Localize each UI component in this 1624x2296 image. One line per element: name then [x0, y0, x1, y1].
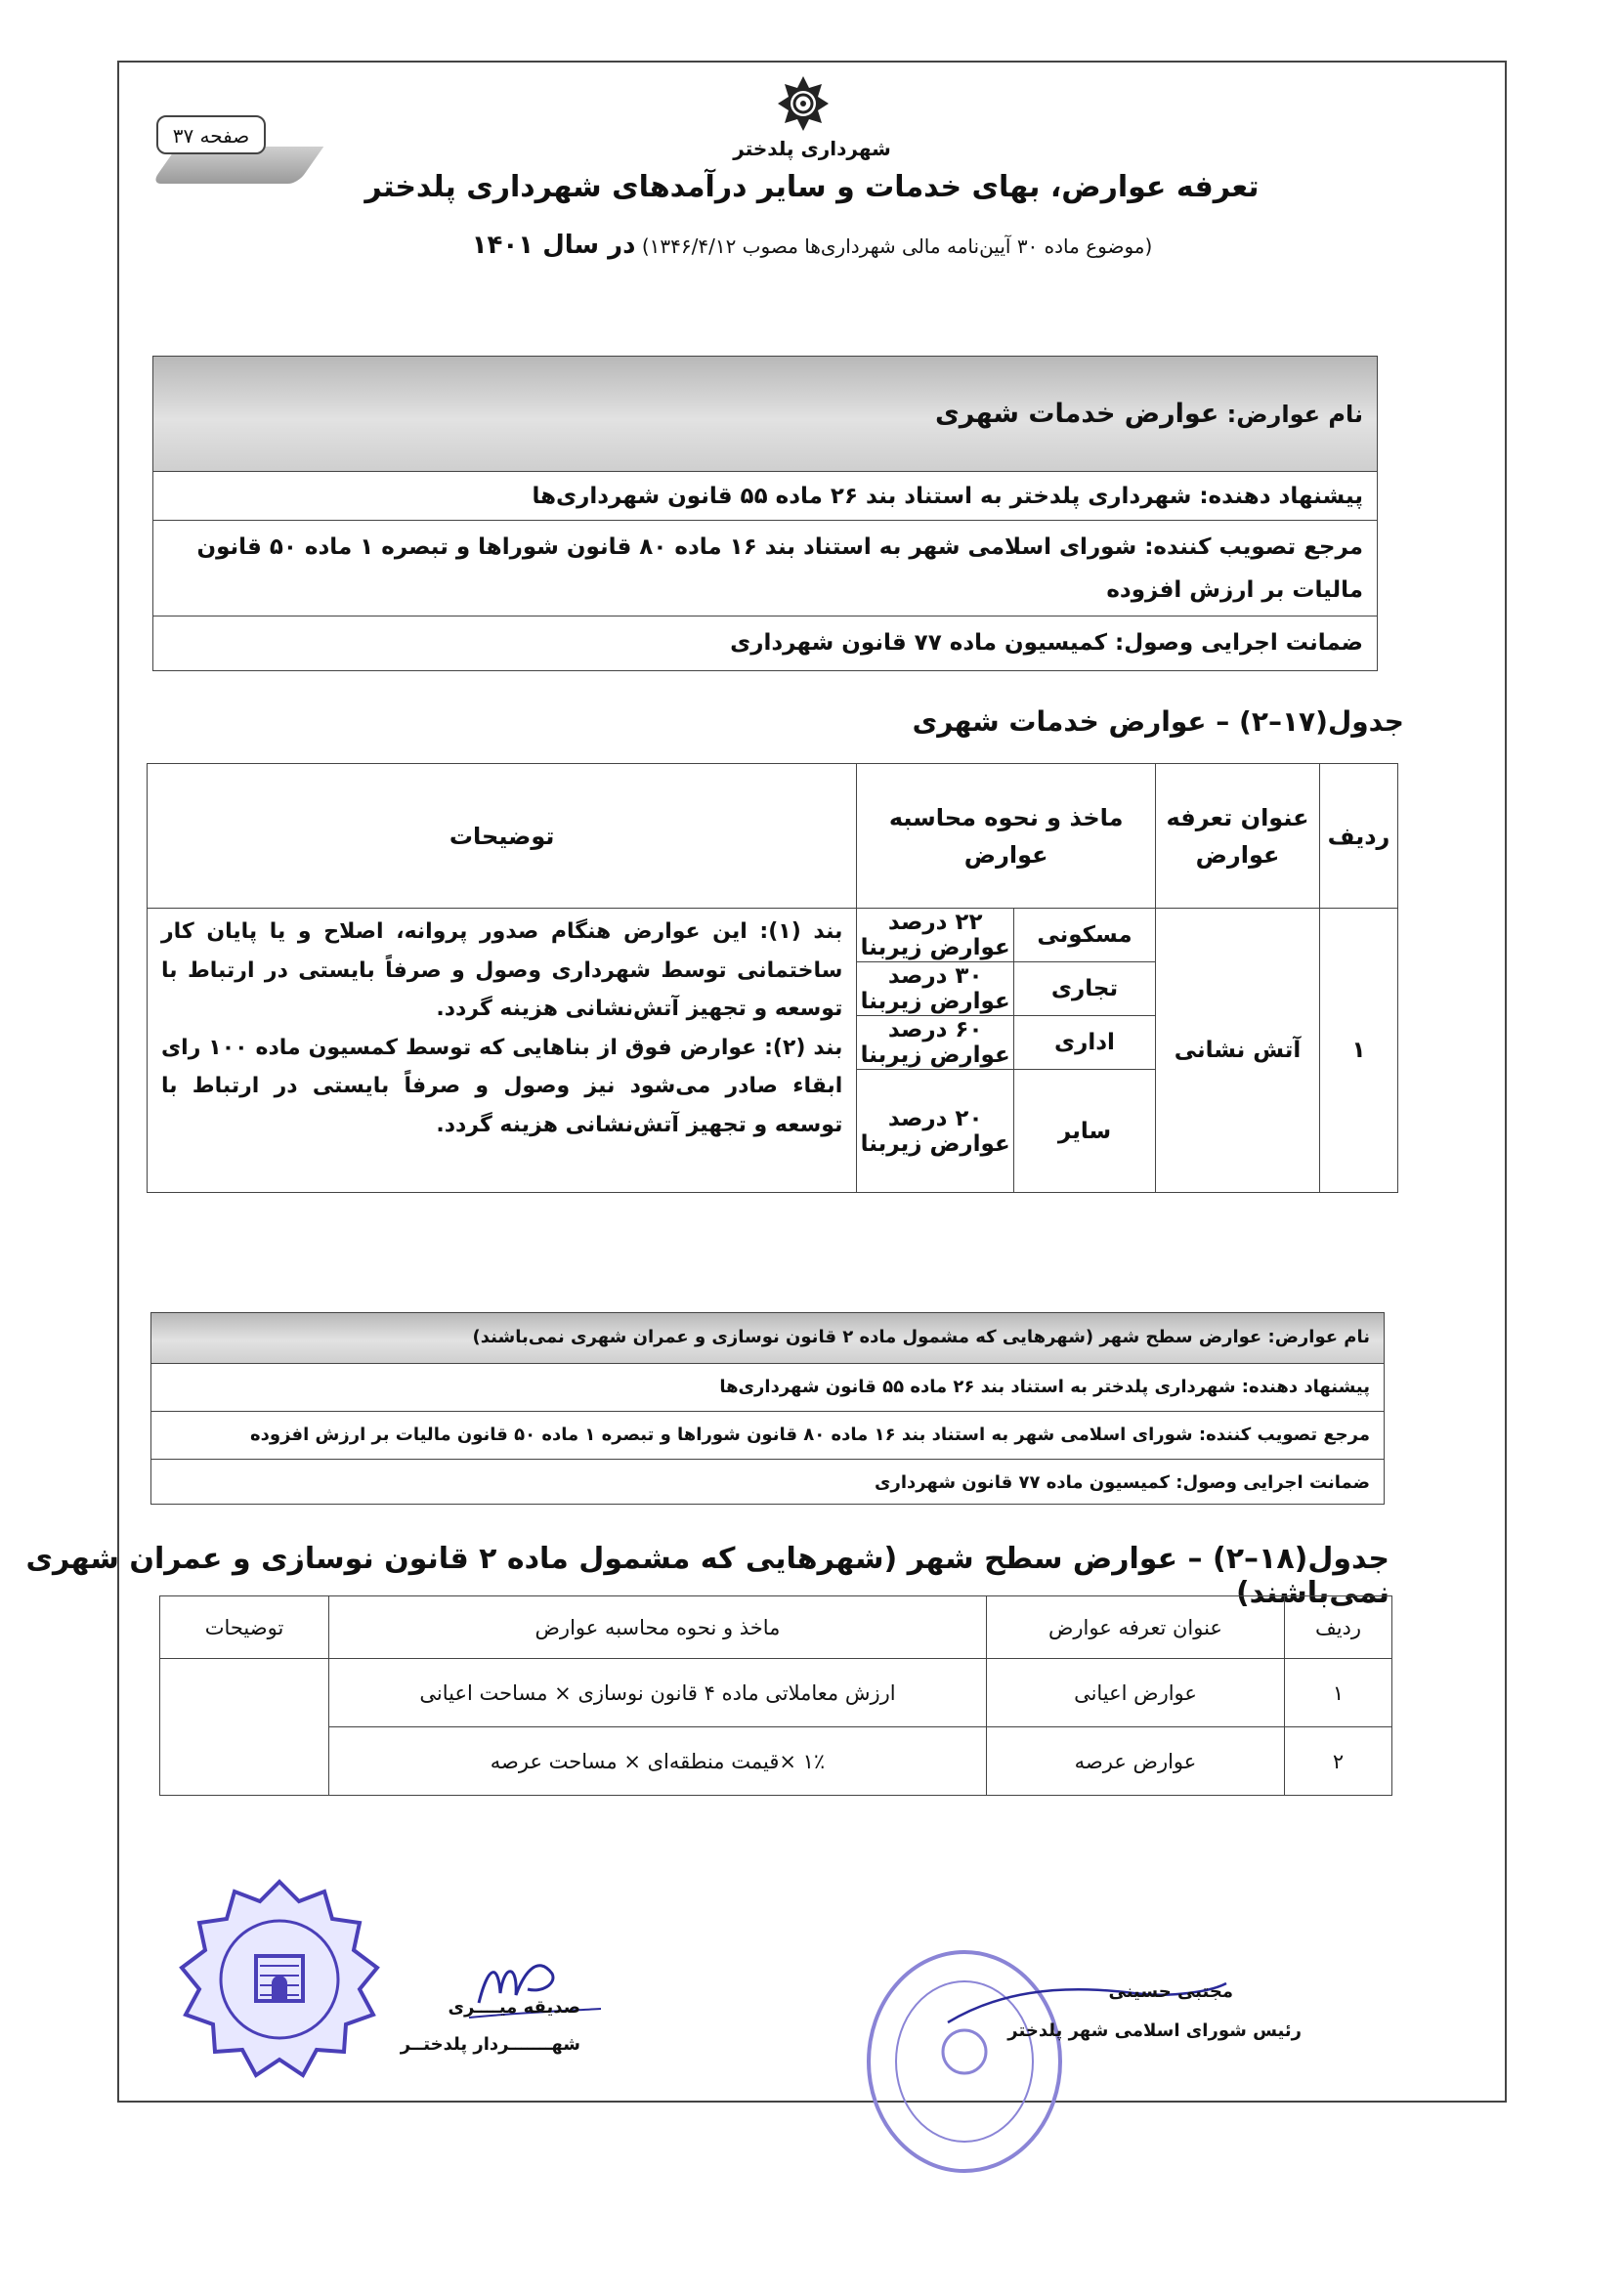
fee-name-row: نام عوارض: عوارض سطح شهر (شهرهایی که مشمول ماده ۲ قانون نوسازی و عمران شهری نمی‌باشند) [151, 1313, 1384, 1364]
mayor-seal-icon [178, 1878, 381, 2085]
approver-row: مرجع تصویب کننده: شورای اسلامی شهر به استناد بند ۱۶ ماده ۸۰ قانون شوراها و تبصره ۱ ماده ۵۰ قانون مالیات بر ارزش افزوده [153, 521, 1377, 617]
header-calculation-basis: ماخذ و نحوه محاسبه عوارض [857, 764, 1156, 909]
row-number: ۲ [1285, 1727, 1392, 1796]
row-notes [160, 1659, 329, 1796]
table-header-row [148, 764, 1398, 909]
mayor-signature-icon [459, 1944, 606, 2032]
note-clause-2: بند (۲): عوارض فوق از بناهایی که توسط کمسیون ماده ۱۰۰ رای ابقاء صادر می‌شود نیز وصول و صرفاً بایستی در ارتباط با توسعه و تجهیز آتش‌نشانی هزینه گردد. [161, 1035, 843, 1137]
council-chair-title: رئیس شورای اسلامی شهر پلدختر [1007, 2020, 1302, 2041]
header-fee-title: عنوان تعرفه عوارض [987, 1596, 1285, 1659]
fee-info-box-city-surface [150, 1312, 1385, 1505]
guarantee-row: ضمانت اجرایی وصول: کمیسیون ماده ۷۷ قانون شهرداری [730, 630, 1363, 656]
fee-name-row [153, 357, 1377, 472]
page-title: تعرفه عوارض، بهای خدمات و سایر درآمدهای شهرداری پلدختر [364, 170, 1260, 204]
header-notes: توضیحات [160, 1596, 329, 1659]
row-title: آتش نشانی [1156, 909, 1320, 1193]
header-calculation-basis: ماخذ و نحوه محاسبه عوارض [329, 1596, 987, 1659]
usage-rate: ۳۰ درصد عوارض زیربنا [857, 962, 1014, 1016]
proposer-row: پیشنهاد دهنده: شهرداری پلدختر به استناد بند ۲۶ ماده ۵۵ قانون شهرداری‌ها [153, 472, 1377, 521]
fee-table-17-2 [147, 763, 1398, 1193]
subtitle-reference: (موضوع ماده ۳۰ آیین‌نامه مالی شهرداری‌ها مصوب ۱۳۴۶/۴/۱۲) [641, 234, 1153, 258]
fee-name-value: عوارض خدمات شهری [935, 399, 1219, 429]
municipality-logo-icon [777, 74, 830, 133]
table-caption-18-2: جدول(۱۸–۲) – عوارض سطح شهر (شهرهایی که مشمول ماده ۲ قانون نوسازی و عمران شهری نمی‌باشند) [25, 1542, 1389, 1610]
usage-type: سایر [1014, 1070, 1156, 1193]
usage-type: مسکونی [1014, 909, 1156, 962]
council-chair-name: مجتبی حسینی [1108, 1981, 1233, 2002]
row-basis: ۱٪ ×قیمت منطقه‌ای × مساحت عرصه [329, 1727, 987, 1796]
subtitle-year: در سال ۱۴۰۱ [471, 231, 636, 260]
proposer-row: پیشنهاد دهنده: شهرداری پلدختر به استناد بند ۲۶ ماده ۵۵ قانون شهرداری‌ها [151, 1364, 1384, 1412]
municipality-name: شهرداری پلدختر [733, 137, 891, 160]
row-basis: ارزش معاملاتی ماده ۴ قانون نوسازی × مساحت اعیانی [329, 1659, 987, 1727]
table-header-row [160, 1596, 1392, 1659]
mayor-name: صدیقه میــــری [448, 1997, 580, 2018]
header-notes: توضیحات [148, 764, 857, 909]
header-row-number: ردیف [1285, 1596, 1392, 1659]
mayor-title: شهـــــــردار پلدختــر [400, 2034, 580, 2055]
table-row [160, 1727, 1392, 1796]
guarantee-row: ضمانت اجرایی وصول: کمیسیون ماده ۷۷ قانون شهرداری [874, 1472, 1370, 1493]
row-title: عوارض اعیانی [987, 1659, 1285, 1727]
header-row-number: ردیف [1320, 764, 1398, 909]
row-title: عوارض عرصه [987, 1727, 1285, 1796]
page-number: صفحه ۳۷ [156, 115, 266, 154]
fee-info-box-urban-services [152, 356, 1378, 671]
table-row [160, 1659, 1392, 1727]
fee-table-18-2 [159, 1595, 1392, 1796]
usage-type: تجاری [1014, 962, 1156, 1016]
page-subtitle [0, 231, 1624, 260]
usage-rate: ۶۰ درصد عوارض زیربنا [857, 1016, 1014, 1070]
note-clause-1: بند (۱): این عوارض هنگام صدور پروانه، اصلاح و یا پایان کار ساختمانی توسط شهرداری وصول و صرفاً بایستی در ارتباط با توسعه و تجهیز آتش‌نشانی هزینه گردد. [161, 919, 843, 1021]
usage-type: اداری [1014, 1016, 1156, 1070]
fee-name-label: نام عوارض: [1226, 401, 1363, 428]
row-number: ۱ [1320, 909, 1398, 1193]
usage-rate: ۲۰ درصد عوارض زیربنا [857, 1070, 1014, 1193]
header-fee-title: عنوان تعرفه عوارض [1156, 764, 1320, 909]
table-notes [148, 909, 857, 1193]
table-caption-17-2: جدول(۱۷–۲) – عوارض خدمات شهری [912, 705, 1404, 738]
table-row [148, 909, 1398, 962]
approver-row: مرجع تصویب کننده: شورای اسلامی شهر به استناد بند ۱۶ ماده ۸۰ قانون شوراها و تبصره ۱ ماده ۵۰ قانون مالیات بر ارزش افزوده [151, 1412, 1384, 1460]
row-number: ۱ [1285, 1659, 1392, 1727]
usage-rate: ۲۲ درصد عوارض زیربنا [857, 909, 1014, 962]
